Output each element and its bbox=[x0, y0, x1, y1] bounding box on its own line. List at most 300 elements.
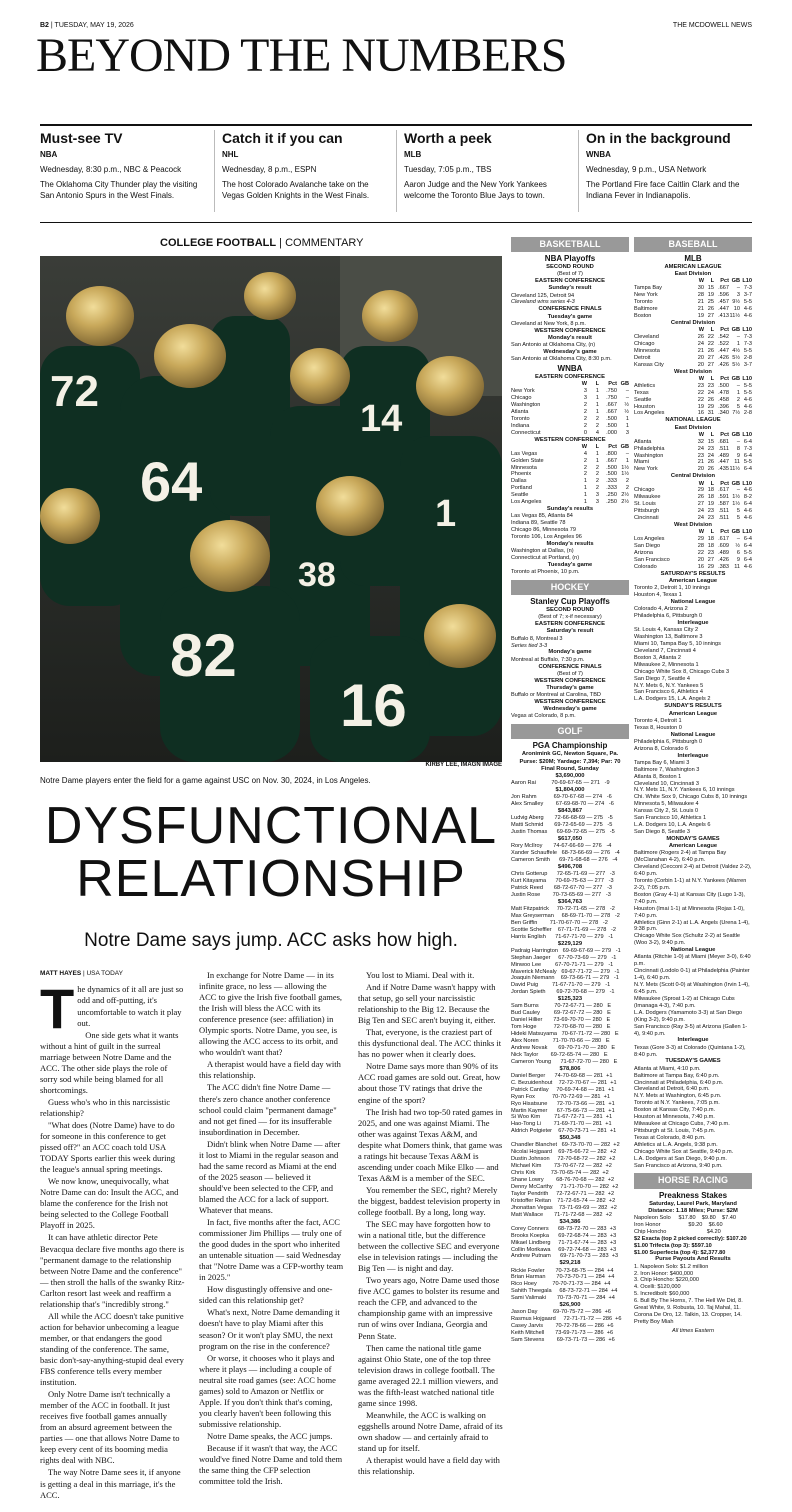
score-line: Collin Morikawa 69-72-74-68 — 283 +3 bbox=[511, 1246, 617, 1253]
subhead: $1,804,000 bbox=[555, 787, 585, 793]
stat-cell: 2 bbox=[583, 415, 587, 422]
score-line: Toronto 2, Detroit 1, 10 innings bbox=[634, 585, 711, 592]
score-line: Si Woo Kim 71-67-72-71 — 281 +1 bbox=[511, 1114, 613, 1121]
stat-cell: 4-6 bbox=[743, 563, 752, 570]
basketball-header: BASKETBALL bbox=[511, 237, 629, 252]
standings-row bbox=[634, 515, 752, 522]
team-name: Athletics bbox=[634, 382, 656, 389]
score-line: Series tied 3-3 bbox=[511, 642, 548, 649]
score-line: Ryo Hisatsune 72-70-73-66 — 281 +1 bbox=[511, 1100, 615, 1107]
score-line: San Antonio at Oklahoma City, 8:30 p.m. bbox=[511, 356, 612, 363]
stat-cell: 2 bbox=[583, 471, 587, 478]
team-name: Connecticut bbox=[511, 429, 541, 436]
stat-cell: 22 bbox=[697, 389, 704, 396]
team-name: Chicago bbox=[634, 487, 655, 494]
stat-cell: 23 bbox=[707, 515, 714, 522]
score-line: Toronto 4, Detroit 1 bbox=[634, 717, 682, 724]
score-line: Rico Hoey 70-70-71-73 — 284 +4 bbox=[511, 1281, 611, 1288]
stat-cell: 27 bbox=[707, 354, 714, 361]
stat-cell: 4 bbox=[583, 450, 587, 457]
score-line: Rickie Fowler 70-73-68-75 — 284 +4 bbox=[511, 1267, 614, 1274]
svg-text:14: 14 bbox=[360, 398, 403, 440]
team-name: Los Angeles bbox=[634, 410, 665, 417]
stat-cell: 32 bbox=[697, 438, 704, 445]
stat-cell: 9½ bbox=[732, 299, 740, 306]
stat-cell: 4-6 bbox=[743, 487, 752, 494]
standings-col-header: L bbox=[710, 278, 714, 285]
standings-row bbox=[634, 299, 752, 306]
stat-cell: 7½ bbox=[732, 410, 740, 417]
score-line: Minnesota 5, Milwaukee 4 bbox=[634, 801, 699, 808]
subhead: WESTERN CONFERENCE bbox=[534, 677, 606, 684]
teaser-divider bbox=[578, 130, 579, 212]
teaser-desc: The Portland Fire face Caitlin Clark and the Indiana Fever in Indianapolis. bbox=[586, 180, 740, 200]
baseball-header: BASEBALL bbox=[634, 237, 752, 252]
division-header: East Division bbox=[674, 424, 712, 431]
subhead: National League bbox=[670, 598, 716, 605]
standings-col-header: GB bbox=[620, 381, 629, 388]
score-line: C. Bezuidenhout 72-72-70-67 — 281 +1 bbox=[511, 1079, 617, 1086]
stat-cell: 2 bbox=[736, 396, 740, 403]
stat-cell: 5 bbox=[736, 515, 740, 522]
score-line: Sahith Theegala 68-73-72-71 — 284 +4 bbox=[511, 1288, 618, 1295]
stat-cell: 1 bbox=[625, 422, 629, 429]
team-name: Baltimore bbox=[634, 306, 658, 313]
stat-cell: 2 bbox=[583, 408, 587, 415]
headline-line-2: RELATIONSHIP bbox=[76, 850, 466, 909]
game-line: 6. Bull By The Horns, 7. The Hell We Did, 8. Great White, 9. Robusta, 10. Taj Mahal, 11. Corona De Oro, 12. Talkin, 13. Cropper, 14. Pretty Boy Miah bbox=[634, 1298, 743, 1326]
standings-col-header: Pct bbox=[608, 443, 617, 450]
stat-cell: 1½ bbox=[732, 494, 740, 501]
score-line: Harris English 71-67-71-70 — 279 -1 bbox=[511, 933, 614, 940]
teaser-league: NBA bbox=[40, 150, 58, 160]
stat-cell: 1 bbox=[595, 395, 599, 402]
subhead: Saturday's result bbox=[546, 628, 594, 635]
payout-line: $2 Exacta (top 2 picked correctly): $107.20 bbox=[634, 1235, 747, 1242]
standings-row bbox=[511, 388, 629, 395]
stat-cell: 22 bbox=[707, 341, 714, 347]
stat-cell: 29 bbox=[707, 403, 714, 410]
standings-col-header: Pct bbox=[720, 431, 729, 438]
stat-cell: 5 bbox=[736, 403, 740, 410]
teaser-divider bbox=[396, 130, 397, 212]
score-line: Bud Cauley 69-72-67-72 — 280 E bbox=[511, 1010, 611, 1017]
stat-cell: 1 bbox=[595, 388, 599, 395]
stat-cell: 10 bbox=[733, 306, 740, 313]
standings-col-header: L bbox=[710, 529, 714, 536]
score-line: Kurt Kitayama 70-69-75-63 — 277 -3 bbox=[511, 878, 614, 885]
team-name: Dallas bbox=[511, 478, 527, 485]
teaser-time: Wednesday, 8:30 p.m., NBC & Peacock bbox=[40, 165, 182, 175]
score-line: Indiana 89, Seattle 78 bbox=[511, 520, 566, 527]
team-name: Toronto bbox=[511, 415, 530, 422]
standings-col-header: GB bbox=[731, 278, 740, 285]
footnote: All times Eastern bbox=[672, 1327, 714, 1334]
hockey-header: HOCKEY bbox=[511, 580, 629, 595]
standings-row bbox=[634, 557, 752, 564]
game-line: San Francisco (Ray 3-5) at Arizona (Gallen 1-4), 9:40 p.m. bbox=[634, 1023, 748, 1037]
svg-text:64: 64 bbox=[140, 450, 203, 513]
subhead: Wednesday's game bbox=[543, 348, 597, 355]
team-name: Boston bbox=[634, 313, 652, 320]
team-name: Chicago bbox=[634, 341, 655, 347]
score-line: Taylor Pendrith 72-72-67-71 — 282 +2 bbox=[511, 1190, 615, 1197]
stat-cell: 28 bbox=[697, 543, 704, 550]
score-line: Ryan Fox 70-70-72-69 — 281 +1 bbox=[511, 1093, 611, 1100]
story-paragraph: Notre Dame says more than 90% of its ACC road games are sold out. Great, how about those TV ratings that drive the engine of the sport? bbox=[358, 1061, 501, 1105]
story-paragraph: Two years ago, Notre Dame used those five ACC games to bolster its resume and reach the CFP, and advanced to the championship game with an impressive run of wins over Indiana, Georgia and Penn State. bbox=[358, 1275, 500, 1341]
stat-cell: 23 bbox=[707, 382, 714, 389]
mlb-title: MLB bbox=[684, 254, 702, 264]
stat-cell: – bbox=[736, 487, 740, 494]
stat-cell: .447 bbox=[718, 306, 729, 313]
scores-column-left bbox=[511, 237, 629, 1492]
score-line: Tom Hoge 72-70-68-70 — 280 E bbox=[511, 1024, 611, 1031]
stat-cell: 26 bbox=[707, 347, 714, 354]
stat-cell: .396 bbox=[718, 403, 729, 410]
folio-date: TUESDAY, MAY 19, 2026 bbox=[54, 22, 134, 29]
story-paragraph: You lost to Miami. Deal with it. bbox=[366, 970, 475, 980]
standings-col-header: GB bbox=[731, 529, 740, 536]
subhead: CONFERENCE FINALS bbox=[538, 306, 602, 313]
stat-cell: 3-7 bbox=[743, 361, 752, 368]
score-line: Rory McIlroy 74-67-66-69 — 276 -4 bbox=[511, 843, 612, 850]
score-line: Las Vegas 85, Atlanta 84 bbox=[511, 513, 573, 520]
subhead: Interleague bbox=[677, 620, 709, 626]
team-name: Detroit bbox=[634, 354, 651, 361]
drop-cap: T bbox=[40, 977, 75, 1041]
story-paragraph: The SEC may have forgotten how to win a national title, but the difference between the collective SEC and everyone else in television ratings — including the Big Ten — is night and day. bbox=[358, 1219, 500, 1274]
subhead: $34,386 bbox=[559, 1218, 581, 1225]
score-line: Houston 4, Texas 1 bbox=[634, 592, 682, 599]
stat-cell: 1½ bbox=[732, 501, 740, 508]
stat-cell: 1 bbox=[736, 389, 740, 396]
subhead: $229,129 bbox=[557, 940, 583, 947]
standings-row bbox=[634, 543, 752, 550]
standings-col-header: W bbox=[698, 375, 704, 382]
stat-cell: 5-5 bbox=[743, 549, 752, 556]
score-line: Matt Fitzpatrick 70-72-71-65 — 278 -2 bbox=[511, 906, 615, 912]
story-col3-body bbox=[358, 970, 503, 1477]
stat-cell: 2 bbox=[595, 464, 599, 471]
stat-cell: 27 bbox=[707, 556, 714, 563]
standings-row bbox=[511, 492, 629, 499]
subhead: WESTERN CONFERENCE bbox=[534, 698, 606, 705]
score-line: Baltimore 7, Washington 3 bbox=[634, 766, 700, 773]
score-line: L.A. Dodgers at San Diego, 9:40 p.m. bbox=[634, 1155, 727, 1162]
standings-col-header: GB bbox=[731, 375, 740, 382]
score-line: Cleveland 125, Detroit 94 bbox=[511, 292, 575, 299]
score-line: Buffalo 8, Montreal 3 bbox=[511, 635, 563, 642]
golf-header: GOLF bbox=[511, 724, 629, 739]
stat-cell: 5-5 bbox=[743, 459, 752, 466]
score-line: Daniel Berger 74-70-69-68 — 281 +1 bbox=[511, 1072, 613, 1079]
subhead: Tuesday's game bbox=[547, 561, 593, 568]
stat-cell: 15 bbox=[707, 438, 714, 445]
stat-cell: 5 bbox=[736, 508, 740, 515]
score-line: L.A. Dodgers 15, L.A. Angels 2 bbox=[634, 696, 711, 703]
stat-cell: – bbox=[736, 536, 740, 543]
stat-cell: 6-4 bbox=[743, 501, 752, 508]
team-name: Arizona bbox=[634, 549, 653, 556]
stat-cell: – bbox=[736, 438, 740, 445]
score-line: Alex Noren 71-70-70-66 — 280 E bbox=[511, 1038, 610, 1045]
story-paragraph: A therapist would have a field day with this relationship. bbox=[199, 1059, 341, 1081]
stat-cell: 23 bbox=[707, 549, 714, 556]
stat-cell: .511 bbox=[718, 445, 729, 452]
racing-title: Preakness Stakes bbox=[658, 1190, 728, 1200]
story-col1-body bbox=[40, 977, 185, 1500]
stat-cell: 24 bbox=[697, 445, 704, 452]
stat-cell: 4-6 bbox=[743, 313, 752, 320]
stat-cell: .250 bbox=[606, 492, 617, 499]
division-table bbox=[634, 481, 752, 523]
score-line: Chip Honcho $4.20 bbox=[634, 1228, 721, 1235]
byline-name: MATT HAYES bbox=[40, 970, 82, 977]
masthead-rule bbox=[40, 124, 752, 126]
teaser-rule bbox=[40, 222, 752, 223]
stat-cell: ½ bbox=[735, 543, 740, 550]
section-bold: COLLEGE FOOTBALL bbox=[160, 237, 277, 249]
subhead: SATURDAY'S RESULTS bbox=[660, 570, 726, 577]
teaser-3 bbox=[404, 131, 572, 206]
stat-cell: 2-8 bbox=[743, 410, 752, 417]
stat-cell: .000 bbox=[606, 429, 617, 436]
score-line: Texas at Colorado, 8:40 p.m. bbox=[634, 1134, 706, 1141]
stat-cell: 25 bbox=[707, 299, 714, 306]
stat-cell: 2 bbox=[583, 457, 587, 464]
score-line: Iron Honor $9.20 $6.60 bbox=[634, 1221, 723, 1228]
standings-col-header: Pct bbox=[720, 375, 729, 382]
stat-cell: 2½ bbox=[621, 499, 629, 506]
score-line: Sami Valimaki 70-73-70-71 — 284 +4 bbox=[511, 1295, 615, 1302]
score-line: Joaquin Niemann 69-73-66-71 — 279 -1 bbox=[511, 975, 619, 982]
stat-cell: 27 bbox=[707, 361, 714, 368]
team-name: Portland bbox=[511, 485, 532, 492]
score-line: Maverick McNealy 69-67-71-72 — 279 -1 bbox=[511, 968, 620, 975]
stat-cell: .458 bbox=[718, 396, 729, 403]
stat-cell: 2 bbox=[583, 464, 587, 471]
score-line: Matt Wallace 71-71-72-68 — 282 +2 bbox=[511, 1211, 612, 1218]
game-line: Boston (Gray 4-1) at Kansas City (Lugo 1-3), 7:40 p.m. bbox=[634, 891, 745, 905]
score-line: 4. Ocelli: $120,000 bbox=[634, 1284, 681, 1291]
score-line: Sam Burns 70-72-67-71 — 280 E bbox=[511, 1003, 612, 1010]
standings-row bbox=[634, 306, 752, 313]
standings-header-row bbox=[634, 327, 752, 334]
standings-team-header bbox=[634, 432, 694, 439]
stat-cell: 21 bbox=[697, 459, 704, 466]
division-table bbox=[634, 278, 752, 320]
score-line: Hideki Matsuyama 70-67-71-72 — 280 E bbox=[511, 1031, 619, 1038]
stat-cell: 27 bbox=[707, 313, 714, 320]
subhead: Wednesday's game bbox=[543, 706, 597, 713]
stat-cell: .591 bbox=[718, 494, 729, 501]
story-paragraph: "What does (Notre Dame) have to do for someone in this conference to get pissed off?" an ACC coach told USA TODAY Sports earlier this week during the league's annual spring meetings. bbox=[40, 1120, 175, 1175]
stat-cell: .750 bbox=[606, 388, 617, 395]
folio: B2 | TUESDAY, MAY 19, 2026 THE MCDOWELL NEWS bbox=[40, 22, 752, 29]
scores-column-right bbox=[634, 237, 752, 1492]
stat-cell: ½ bbox=[624, 401, 629, 408]
score-line: Nicolai Hojgaard 69-75-66-72 — 282 +2 bbox=[511, 1149, 617, 1156]
score-line: Dustin Johnson 72-70-68-72 — 282 +2 bbox=[511, 1156, 616, 1163]
team-name: Minnesota bbox=[511, 464, 537, 471]
standings-row bbox=[634, 404, 752, 411]
stat-cell: – bbox=[625, 450, 629, 457]
score-line: Milwaukee at Chicago Cubs, 7:40 p.m. bbox=[634, 1121, 730, 1128]
svg-text:1: 1 bbox=[435, 493, 457, 535]
standings-header-row bbox=[511, 444, 629, 451]
score-line: St. Louis 4, Kansas City 2 bbox=[634, 627, 699, 634]
standings-col-header: L10 bbox=[742, 480, 752, 487]
stat-cell: 24 bbox=[697, 515, 704, 522]
story-column-3 bbox=[358, 970, 503, 1478]
score-line: Andrew Novak 69-70-71-70 — 280 E bbox=[511, 1044, 616, 1051]
stat-cell: 20 bbox=[697, 466, 704, 473]
stat-cell: – bbox=[736, 334, 740, 341]
stat-cell: 26 bbox=[707, 396, 714, 403]
hockey-lines bbox=[511, 607, 629, 720]
stat-cell: 1 bbox=[583, 485, 587, 492]
nba-round: SECOND ROUND bbox=[546, 264, 594, 271]
headline-line-1: DYSFUNCTIONAL bbox=[44, 797, 498, 855]
stat-cell: 30 bbox=[697, 285, 704, 292]
stat-cell: .522 bbox=[718, 341, 729, 347]
stat-cell: .511 bbox=[718, 515, 729, 522]
standings-row bbox=[634, 383, 752, 390]
stat-cell: .250 bbox=[606, 499, 617, 506]
standings-team-header bbox=[511, 444, 575, 451]
game-line: Texas (Gore 3-3) at Colorado (Quintana 1-2), 8:40 p.m. bbox=[634, 1044, 746, 1058]
subhead: $364,763 bbox=[557, 898, 583, 905]
stat-cell: .800 bbox=[606, 450, 617, 457]
subhead: Saturday, Laurel Park, Maryland bbox=[649, 1200, 737, 1207]
teaser-2 bbox=[222, 131, 390, 206]
division-header: West Division bbox=[674, 368, 712, 375]
teaser-time: Wednesday, 9 p.m., USA Network bbox=[586, 165, 707, 175]
standings-row bbox=[634, 487, 752, 494]
team-name: Houston bbox=[634, 403, 655, 410]
standings-col-header: W bbox=[698, 529, 704, 536]
payout-line: $1.00 Trifecta (top 3): $597.10 bbox=[634, 1242, 712, 1249]
stat-cell: .500 bbox=[606, 464, 617, 471]
stat-cell: 6-4 bbox=[743, 543, 752, 550]
team-name: Atlanta bbox=[511, 408, 529, 415]
subhead: Purse: $20M; Yardage: 7,394; Par: 70 bbox=[519, 758, 621, 765]
stat-cell: .478 bbox=[718, 389, 729, 396]
stat-cell: 4-6 bbox=[743, 403, 752, 410]
stat-cell: 3-7 bbox=[743, 292, 752, 299]
stat-cell: 24 bbox=[697, 508, 704, 515]
standings-header-row bbox=[634, 481, 752, 488]
standings-row bbox=[634, 466, 752, 473]
subhead: MONDAY'S GAMES bbox=[666, 835, 720, 842]
stat-cell: 1 bbox=[736, 341, 740, 347]
stat-cell: 1 bbox=[595, 450, 599, 457]
team-name: San Diego bbox=[634, 543, 661, 550]
team-name: Indiana bbox=[511, 422, 530, 429]
note: (Best of 7) bbox=[557, 271, 583, 278]
division-header: Central Division bbox=[670, 473, 716, 480]
score-line: Washington 13, Baltimore 3 bbox=[634, 634, 703, 641]
score-line: Brian Harman 70-73-70-71 — 284 +4 bbox=[511, 1274, 615, 1281]
teaser-title: Must-see TV bbox=[40, 130, 123, 146]
team-name: Kansas City bbox=[634, 361, 664, 368]
stat-cell: 27 bbox=[697, 501, 704, 508]
team-name: Washington bbox=[634, 452, 664, 459]
game-line: L.A. Dodgers (Yamamoto 3-3) at San Diego (King 3-2), 9:40 p.m. bbox=[634, 1009, 743, 1023]
standings-team-header bbox=[634, 529, 694, 536]
standings-header-row bbox=[511, 381, 629, 388]
subhead: Interleague bbox=[677, 1037, 709, 1044]
score-line: Arizona 8, Colorado 6 bbox=[634, 745, 689, 752]
team-name: Las Vegas bbox=[511, 450, 538, 457]
stat-cell: .617 bbox=[718, 536, 729, 543]
stat-cell: .333 bbox=[606, 478, 617, 485]
subhead: $26,900 bbox=[559, 1302, 581, 1309]
teaser-desc: The Oklahoma City Thunder play the visiting San Antonio Spurs in the West Finals. bbox=[40, 180, 198, 200]
team-name: Washington bbox=[511, 401, 541, 408]
score-line: Corey Conners 68-73-72-70 — 283 +3 bbox=[511, 1225, 616, 1232]
standings-row bbox=[634, 390, 752, 397]
subhead: Sunday's result bbox=[548, 285, 592, 292]
standings-col-header: L bbox=[595, 381, 599, 388]
stat-cell: .667 bbox=[606, 408, 617, 415]
score-line: Buffalo or Montreal at Carolina, TBD bbox=[511, 692, 601, 699]
stat-cell: 24 bbox=[707, 452, 714, 459]
standings-col-header: W bbox=[581, 381, 587, 388]
stat-cell: 4-6 bbox=[743, 508, 752, 515]
svg-text:72: 72 bbox=[50, 367, 99, 416]
stat-cell: 7-3 bbox=[743, 285, 752, 292]
subhead: $617,050 bbox=[557, 835, 583, 842]
score-line: Connecticut at Portland, (n) bbox=[511, 555, 580, 562]
score-line: L.A. Dodgers 10, L.A. Angels 6 bbox=[634, 822, 711, 829]
subhead: SECOND ROUND bbox=[546, 607, 594, 614]
score-line: Casey Jarvis 70-72-78-66 — 286 +6 bbox=[511, 1323, 614, 1330]
score-line: Cleveland 10, Cincinnati 3 bbox=[634, 780, 699, 787]
paper-name: THE MCDOWELL NEWS bbox=[672, 22, 752, 29]
standings-row bbox=[511, 430, 629, 437]
story-paragraph: A therapist would have a field day with this relationship. bbox=[358, 1455, 500, 1477]
standings-row bbox=[634, 446, 752, 453]
team-name: Los Angeles bbox=[511, 499, 542, 506]
score-line: Justin Thomas 69-69-72-65 — 275 -5 bbox=[511, 829, 615, 836]
story-paragraph: All while the ACC doesn't take punitive action for behavior unbecoming a league member, or that endangers the good standing of the conference. The same, basic don't-say-anything-stupid deal every FBS conference tells every member institution. bbox=[40, 1310, 184, 1388]
score-line: Patrick Reed 68-72-67-70 — 277 -3 bbox=[511, 884, 613, 891]
game-line: Athletics (Ginn 2-1) at L.A. Angels (Urena 1-4), 9:38 p.m. bbox=[634, 919, 750, 933]
standings-col-header: Pct bbox=[608, 381, 617, 388]
standings-row bbox=[634, 410, 752, 417]
subhead: Interleague bbox=[677, 752, 709, 759]
stat-cell: 6-4 bbox=[743, 438, 752, 445]
score-line: Denny McCarthy 71-71-70-70 — 282 +2 bbox=[511, 1183, 619, 1190]
stat-cell: 19 bbox=[707, 501, 714, 508]
svg-text:38: 38 bbox=[298, 556, 336, 594]
subhead: EASTERN CONFERENCE bbox=[535, 278, 605, 285]
stat-cell: .667 bbox=[718, 285, 729, 292]
stat-cell: 23 bbox=[697, 382, 704, 389]
stat-cell: 1 bbox=[625, 457, 629, 464]
stat-cell: .500 bbox=[606, 422, 617, 429]
stat-cell: 2 bbox=[625, 478, 629, 485]
section-rest: | COMMENTARY bbox=[276, 237, 364, 249]
score-line: Napoleon Solo $17.80 $9.80 $7.40 bbox=[634, 1214, 737, 1221]
team-name: Seattle bbox=[511, 492, 529, 499]
nl-header: NATIONAL LEAGUE bbox=[665, 417, 721, 424]
stat-cell: 29 bbox=[697, 487, 704, 494]
story-paragraph: Notre Dame speaks, the ACC jumps. bbox=[207, 1430, 333, 1441]
stat-cell: 0 bbox=[583, 429, 587, 436]
